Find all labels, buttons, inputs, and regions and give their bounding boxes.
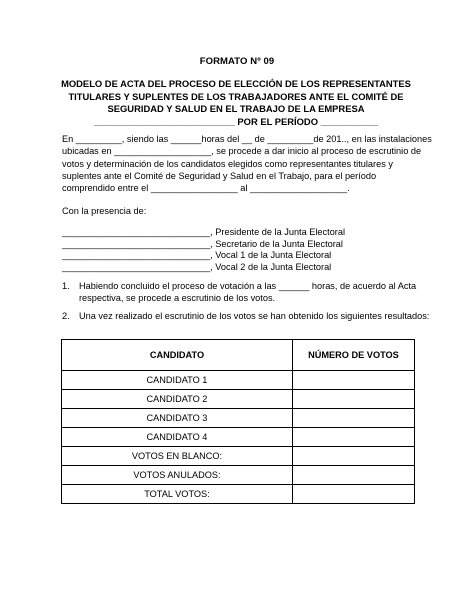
signatory-line: _____________________________, Vocal 1 de la Junta Electoral <box>62 250 332 261</box>
column-header-candidate: CANDIDATO <box>62 340 293 371</box>
table-row <box>62 371 415 390</box>
format-title: FORMATO Nº 09 <box>199 56 275 67</box>
candidate-cell: CANDIDATO 1 <box>62 371 293 390</box>
table-header-row <box>62 340 415 371</box>
column-header-votes: NÚMERO DE VOTOS <box>292 340 414 371</box>
heading-line: TITULARES Y SUPLENTES DE LOS TRABAJADORES ANTE EL COMITÉ DE <box>68 90 404 102</box>
votes-cell[interactable] <box>292 485 414 504</box>
table-row <box>62 428 415 447</box>
item-line: respectiva, se procede a escrutinio de los votos. <box>79 293 276 304</box>
intro-line: suplentes ante el Comité de Seguridad y Salud en el Trabajo, para el período <box>62 170 377 181</box>
candidate-cell: VOTOS EN BLANCO: <box>62 447 293 466</box>
signatory-line: _____________________________, Secretario de la Junta Electoral <box>62 238 343 249</box>
candidate-cell: CANDIDATO 4 <box>62 428 293 447</box>
heading-line: ___________________________ POR EL PERÍODO ___________ <box>94 115 378 127</box>
intro-line: ubicadas en ___________________, se procede a dar inicio al proceso de escrutinio de <box>62 146 422 157</box>
votes-cell[interactable] <box>292 390 414 409</box>
item-text <box>79 280 417 305</box>
table-row <box>62 409 415 428</box>
item-number: 2. <box>62 311 70 321</box>
votes-table <box>61 339 415 504</box>
document-heading <box>60 78 412 128</box>
intro-paragraph <box>62 133 432 194</box>
candidate-cell: TOTAL VOTOS: <box>62 485 293 504</box>
item-line: Una vez realizado el escrutinio de los votos se han obtenido los siguientes resultados: <box>79 311 430 321</box>
intro-line: votos y determinación de los candidatos elegidos como representantes titulares y <box>62 158 393 169</box>
signatory-line: _____________________________, Presidente de la Junta Electoral <box>62 227 346 237</box>
heading-line: SEGURIDAD Y SALUD EN EL TRABAJO DE LA EMPRESA <box>107 103 365 115</box>
item-text <box>79 310 430 322</box>
item-line: Habiendo concluido el proceso de votación a las ______ horas, de acuerdo al Acta <box>79 281 417 291</box>
table-row <box>62 447 415 466</box>
heading-line: MODELO DE ACTA DEL PROCESO DE ELECCIÓN DE LOS REPRESENTANTES <box>61 78 411 89</box>
votes-cell[interactable] <box>292 447 414 466</box>
votes-cell[interactable] <box>292 371 414 390</box>
signatory-list <box>62 227 345 273</box>
table-row <box>62 390 415 409</box>
candidate-cell: CANDIDATO 2 <box>62 390 293 409</box>
votes-cell[interactable] <box>292 428 414 447</box>
votes-cell[interactable] <box>292 409 414 428</box>
votes-cell[interactable] <box>292 466 414 485</box>
candidate-cell: VOTOS ANULADOS: <box>62 466 293 485</box>
intro-line: En _________, siendo las ______horas del __ de _________de 201.., en las instalaciones <box>62 134 432 144</box>
item-number: 1. <box>62 281 70 291</box>
table-row <box>62 466 415 485</box>
presence-label: Con la presencia de: <box>62 206 147 216</box>
signatory-line: _____________________________, Vocal 2 de la Junta Electoral <box>62 261 332 272</box>
candidate-cell: CANDIDATO 3 <box>62 409 293 428</box>
intro-line: comprendido entre el _________________ al ___________________. <box>62 183 350 194</box>
table-row <box>62 485 415 504</box>
